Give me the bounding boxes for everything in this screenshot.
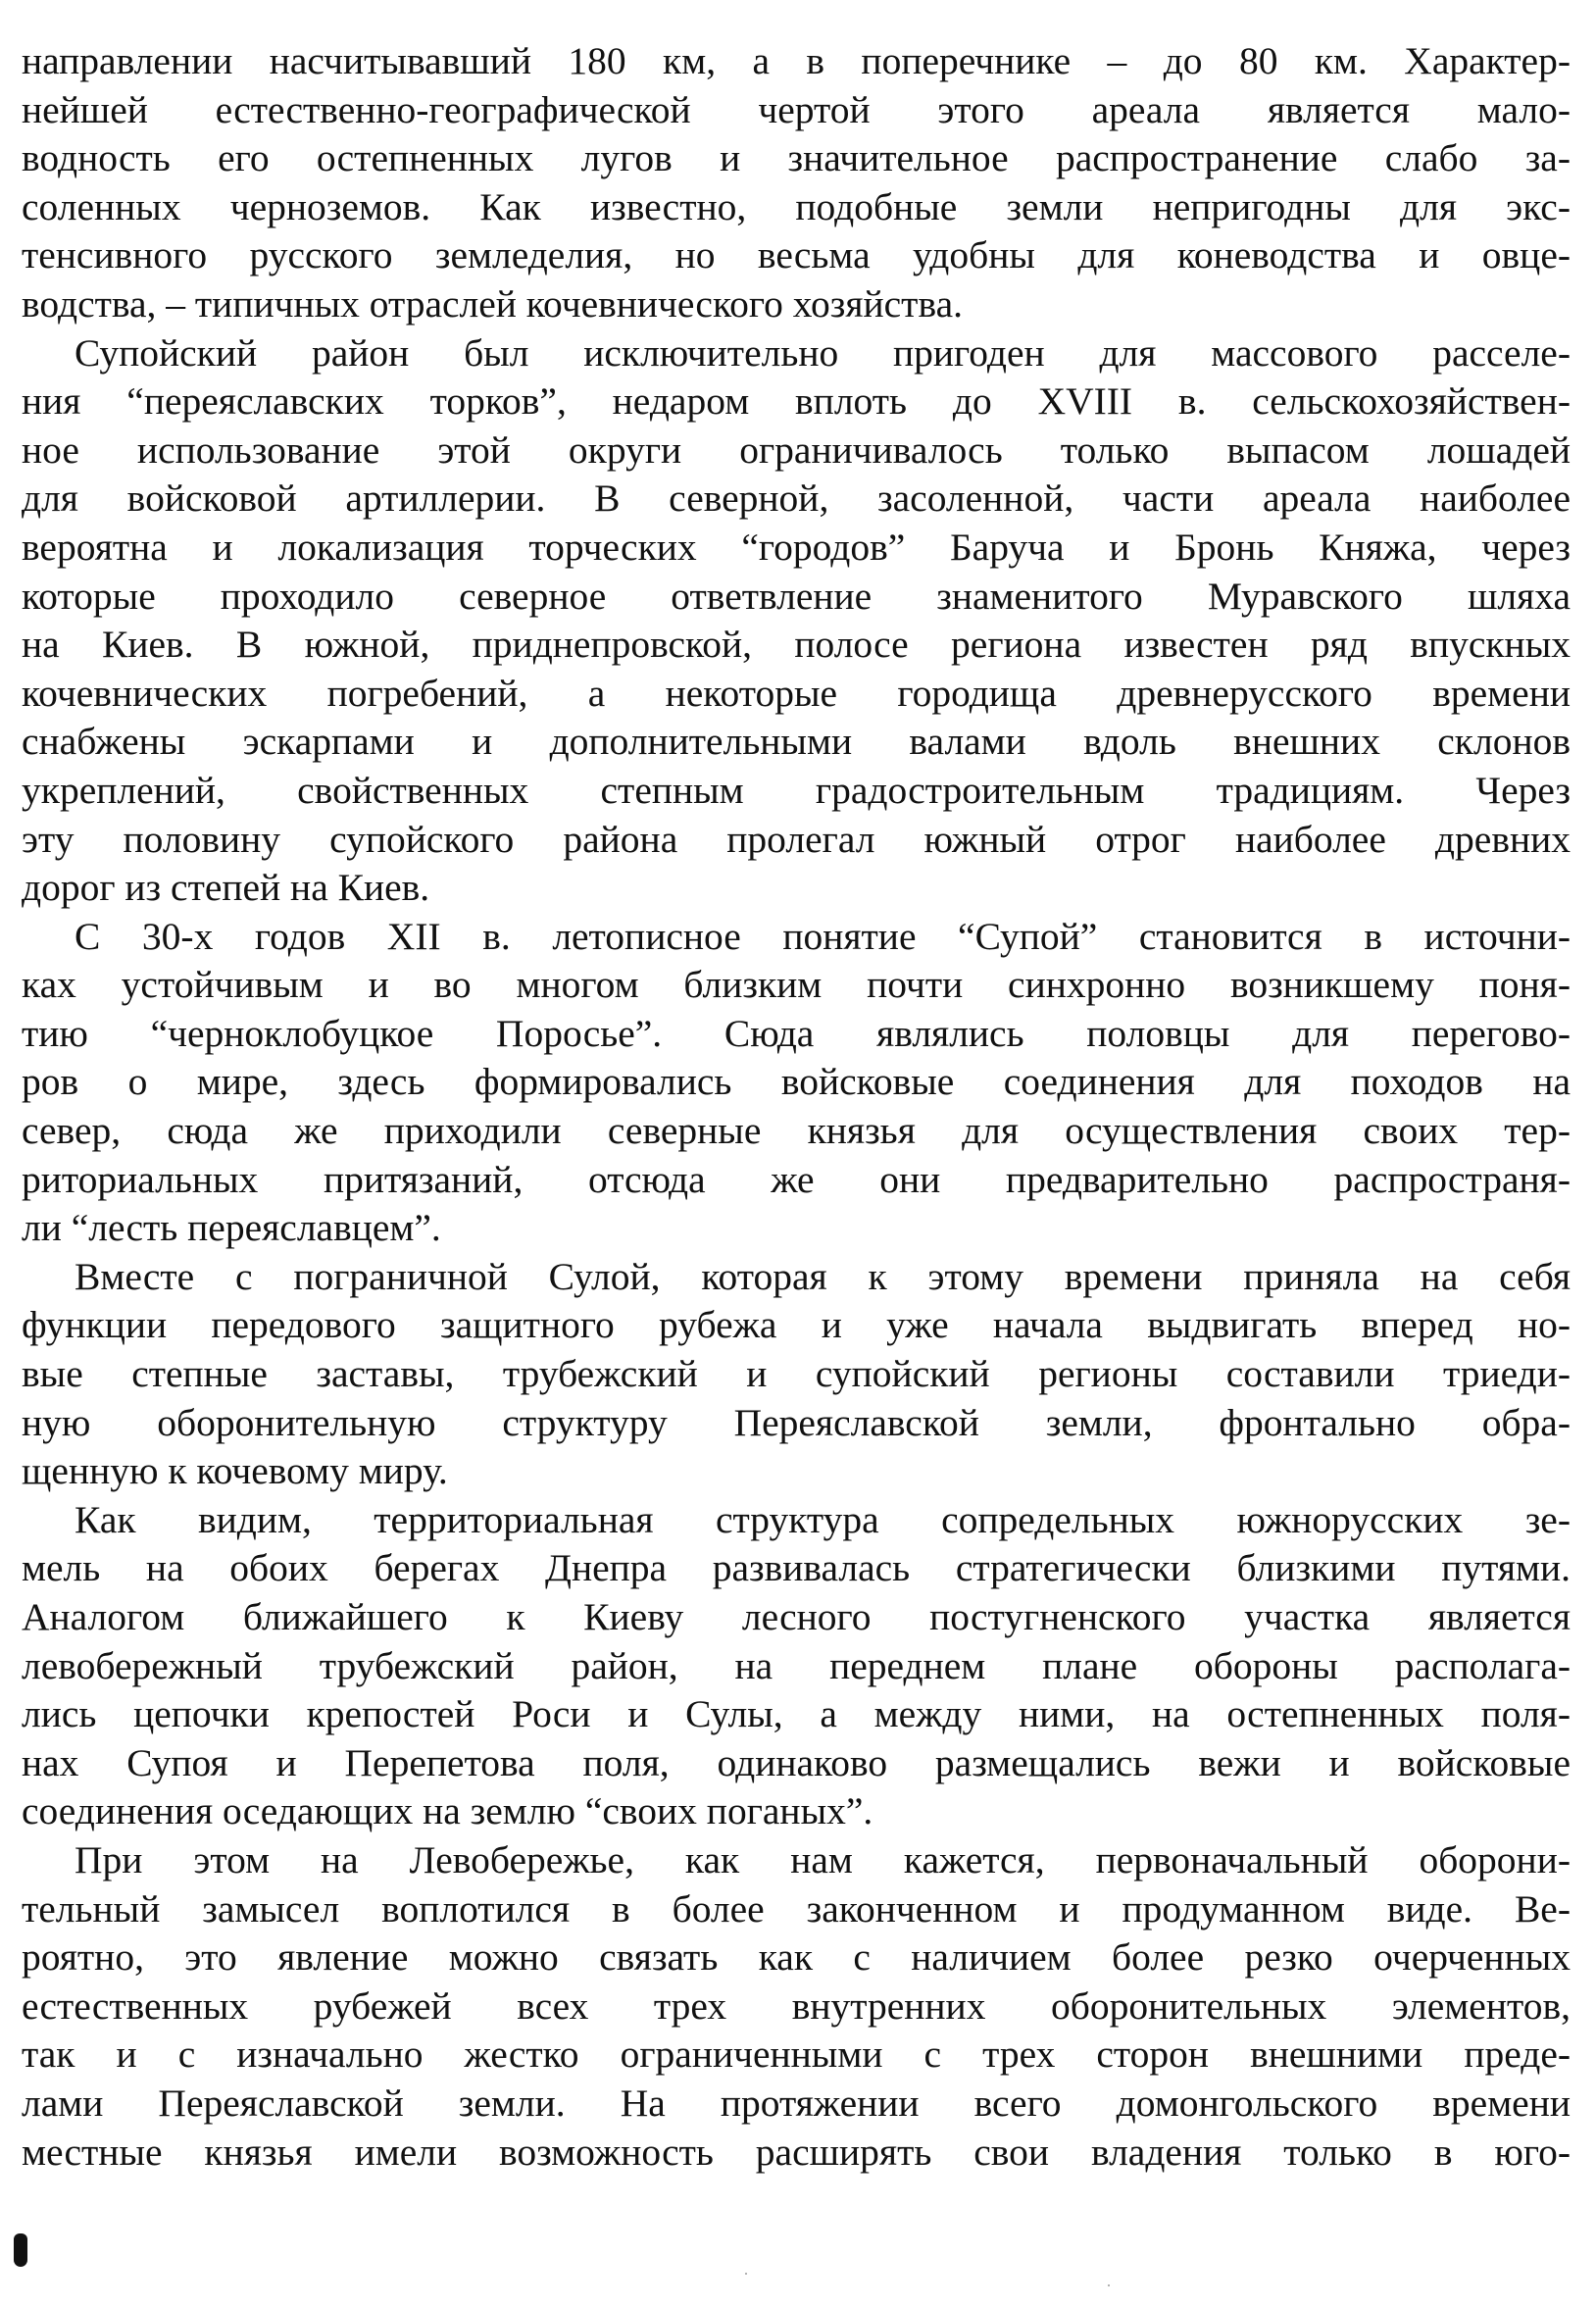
text-line: Супойский район был исключительно пригоден для массового расселе- [75, 330, 1571, 375]
text-line: функции передового защитного рубежа и уже начала выдвигать вперед но- [22, 1303, 1571, 1347]
paragraph-6 [22, 1836, 1571, 2177]
text-line: нах Супоя и Перепетова поля, одинаково размещались вежи и войсковые [22, 1740, 1571, 1784]
text-line: Как видим, территориальная структура сопредельных южнорусских зе- [75, 1497, 1571, 1541]
text-line: естественных рубежей всех трех внутренних оборонительных элементов, [22, 1983, 1571, 2028]
text-line: Аналогом ближайшего к Киеву лесного постугненского участка является [22, 1595, 1571, 1638]
text-line: кочевнических погребений, а некоторые городища древнерусского времени [22, 671, 1571, 715]
text-line: При этом на Левобережье, как нам кажется, первоначальный оборони- [75, 1837, 1571, 1881]
text-line: соединения оседающих на землю “своих поганых”. [22, 1789, 873, 1833]
text-line: риториальных притязаний, отсюда же они предварительно распространя- [22, 1157, 1571, 1201]
scan-speck [1108, 2284, 1110, 2286]
text-line: соленных черноземов. Как известно, подобные земли непригодны для экс- [22, 184, 1571, 228]
text-line: ния “переяславских торков”, недаром вплоть до XVIII в. сельскохозяйствен- [22, 379, 1571, 424]
text-line: водность его остепненных лугов и значительное распространение слабо за- [22, 136, 1571, 180]
text-line: снабжены эскарпами и дополнительными валами вдоль внешних склонов [22, 720, 1571, 764]
text-line: укреплений, свойственных степным градостроительным традициям. Через [22, 768, 1571, 812]
text-line: роятно, это явление можно связать как с наличием более резко очерченных [22, 1935, 1571, 1980]
text-line: для войсковой артиллерии. В северной, засоленной, части ареала наиболее [22, 476, 1571, 521]
text-line: север, сюда же приходили северные князья для осуществления своих тер- [22, 1109, 1571, 1153]
document-page [22, 37, 1571, 2177]
text-line: тенсивного русского земледелия, но весьма удобны для коневодства и овце- [22, 233, 1571, 277]
text-line: тию “черноклобуцкое Поросье”. Сюда являлись половцы для перегово- [22, 1011, 1571, 1055]
text-line: которые проходило северное ответвление знаменитого Муравского шляха [22, 574, 1571, 618]
text-line: ную оборонительную структуру Переяславской земли, фронтально обра- [22, 1400, 1571, 1444]
text-line: ное использование этой округи ограничивалось только выпасом лошадей [22, 427, 1571, 472]
text-line: на Киев. В южной, приднепровской, полосе региона известен ряд впускных [22, 623, 1571, 667]
text-line: местные князья имели возможность расширять свои владения только в юго- [22, 2130, 1571, 2174]
text-line: нейшей естественно-географической чертой этого ареала является мало- [22, 87, 1571, 131]
text-line: ках устойчивым и во многом близким почти синхронно возникшему поня- [22, 963, 1571, 1007]
text-line: вые степные заставы, трубежский и супойский регионы составили триеди- [22, 1352, 1571, 1396]
text-line: направлении насчитывавший 180 км, а в поперечнике – до 80 км. Характер- [22, 39, 1571, 82]
text-line: щенную к кочевому миру. [22, 1449, 448, 1493]
text-line: так и с изначально жестко ограниченными с трех сторон внешними преде- [22, 2032, 1571, 2077]
text-line: Вместе с пограничной Сулой, которая к этому времени приняла на себя [75, 1254, 1571, 1298]
paragraph-2 [22, 329, 1571, 913]
text-line: С 30-х годов XII в. летописное понятие “Супой” становится в источни- [75, 914, 1571, 958]
paragraph-3 [22, 913, 1571, 1253]
text-line: мель на обоих берегах Днепра развивалась стратегически близкими путями. [22, 1546, 1571, 1590]
text-line: водства, – типичных отраслей кочевнического хозяйства. [22, 281, 963, 326]
text-line: ли “лесть переяславцем”. [22, 1206, 441, 1250]
text-line: лами Переяславской земли. На протяжении всего домонгольского времени [22, 2081, 1571, 2125]
scan-speck [745, 2273, 747, 2275]
text-line: лись цепочки крепостей Роси и Сулы, а между ними, на остепненных поля- [22, 1692, 1571, 1736]
text-line: дорог из степей на Киев. [22, 866, 430, 910]
text-line: тельный замысел воплотился в более законченном и продуманном виде. Ве- [22, 1886, 1571, 1931]
paragraph-5 [22, 1496, 1571, 1836]
text-line: вероятна и локализация торческих “городов” Баруча и Бронь Княжа, через [22, 525, 1571, 569]
paragraph-4 [22, 1253, 1571, 1496]
text-line: левобережный трубежский район, на переднем плане обороны располага- [22, 1643, 1571, 1687]
text-line: ров о мире, здесь формировались войсковые соединения для походов на [22, 1060, 1571, 1104]
paragraph-1 [22, 37, 1571, 329]
text-line: эту половину супойского района пролегал южный отрог наиболее древних [22, 817, 1571, 861]
scan-margin-mark [14, 2233, 27, 2267]
